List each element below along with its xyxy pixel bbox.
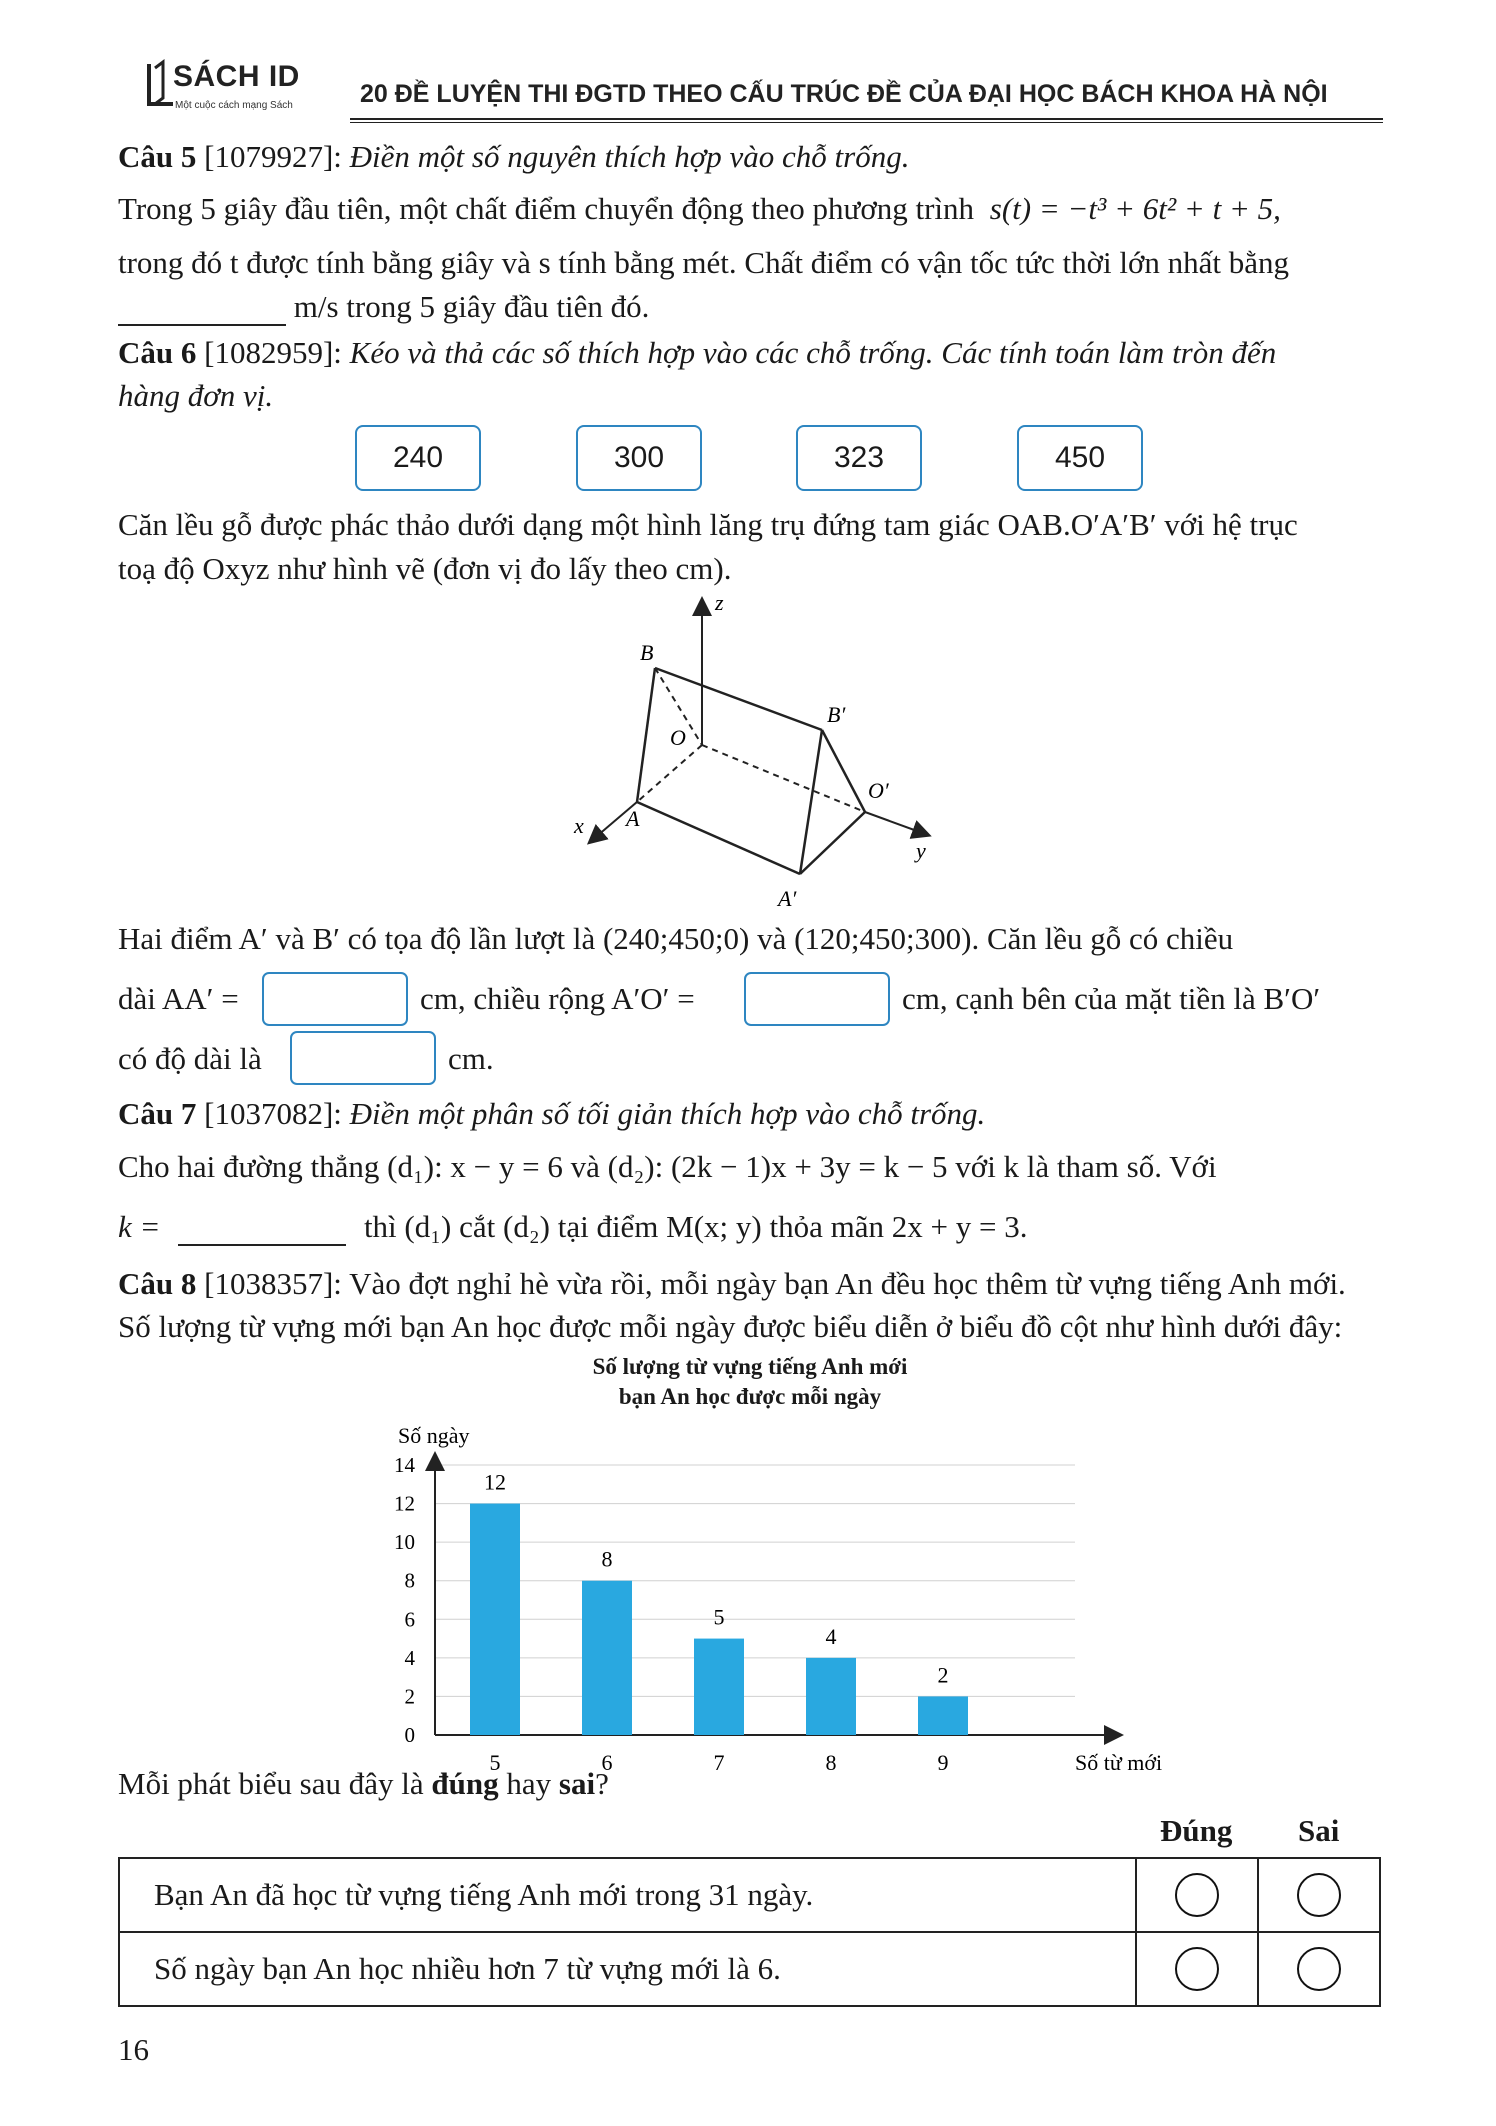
label-Ap: A′ [778,886,797,911]
y-axis [865,812,928,835]
y-axis-label: Số ngày [398,1423,470,1448]
y-tick-label: 8 [404,1568,415,1593]
page-number: 16 [118,2032,149,2067]
statement-2: Số ngày bạn An học nhiều hơn 7 từ vựng mới là 6. [119,1932,1136,2006]
q5-id: [1079927]: [204,139,342,174]
q6-text3b: cm. [448,1041,494,1076]
radio-true-1[interactable] [1175,1873,1219,1917]
q6-text2a: dài AA′ = [118,981,239,1016]
y-tick-label: 0 [404,1723,415,1747]
bar-9 [918,1696,968,1735]
x-tick-label: 5 [489,1750,501,1775]
q7-line2b: thì (d₁) cắt (d₂) tại điểm M(x; y) thỏa mãn 2x + y = 3. [363,1209,1028,1244]
q5-label: Câu 5 [118,139,197,174]
q7-answer-blank[interactable] [178,1214,346,1246]
q8-prompt-mid: hay [498,1766,559,1801]
cell-true-2 [1136,1932,1258,2006]
q6-heading [118,334,1276,372]
label-O: O [670,725,686,750]
x-tick-label: 8 [825,1750,837,1775]
book-logo-icon [143,60,175,108]
q8-id: [1038357]: [204,1266,342,1301]
drag-choice-300[interactable]: 300 [576,425,702,491]
bar-value-label: 2 [937,1662,949,1688]
q6-desc1: Căn lều gỗ được phác thảo dưới dạng một hình lăng trụ đứng tam giác OAB.O′A′B′ với hệ trục [118,507,1298,542]
q6-text3a: có độ dài là [118,1041,262,1076]
q5-line1: Trong 5 giây đầu tiên, một chất điểm chuyển động theo phương trình [118,191,975,226]
q8-prompt-end: ? [595,1766,609,1801]
header-rule-thin [350,122,1383,123]
edge-ApOp [800,812,865,874]
y-tick-label: 14 [394,1453,415,1477]
q6-text2c: cm, cạnh bên của mặt tiền là B′O′ [902,981,1321,1016]
q7-line1: Cho hai đường thẳng (d₁): x − y = 6 và (d₂): (2k − 1)x + 3y = k − 5 với k là tham số. Với [118,1149,1217,1184]
q7-line2-row [118,1208,1027,1246]
chart-title-line1: Số lượng từ vựng tiếng Anh mới [592,1354,908,1379]
label-x: x [574,813,584,838]
col-header-false: Sai [1298,1813,1340,1848]
bar-6 [582,1581,632,1735]
cell-true-1 [1136,1858,1258,1932]
q5-formula: s(t) = −t³ + 6t² + t + 5, [989,191,1281,226]
q8-line2: Số lượng từ vựng mới bạn An học được mỗi ngày được biểu diễn ở biểu đồ cột như hình dưới đây: [118,1309,1343,1344]
logo-subtitle: Một cuộc cách mạng Sách [175,100,293,111]
q7-label: Câu 7 [118,1096,197,1131]
q7-instruction: Điền một phân số tối giản thích hợp vào chỗ trống. [349,1096,986,1131]
header-rule [350,118,1383,120]
edge-BpOp [822,730,865,812]
y-tick-label: 4 [404,1645,415,1670]
q6-label: Câu 6 [118,335,197,370]
q5-line3: m/s trong 5 giây đầu tiên đó. [293,289,650,324]
bar-value-label: 12 [484,1469,506,1495]
drag-choice-323[interactable]: 323 [796,425,922,491]
drag-choice-240[interactable]: 240 [355,425,481,491]
true-false-table [118,1857,1381,2007]
radio-false-2[interactable] [1297,1947,1341,1991]
q6-instruction2: hàng đơn vị. [118,378,274,413]
q6-id: [1082959]: [204,335,342,370]
edge-OOp [702,745,865,812]
q6-desc2: toạ độ Oxyz như hình vẽ (đơn vị đo lấy theo cm). [118,551,732,586]
edge-OA [637,745,702,802]
q8-prompt [118,1765,609,1803]
bar-7 [694,1639,744,1735]
bar-value-label: 8 [601,1546,613,1572]
q5-instruction: Điền một số nguyên thích hợp vào chỗ trống. [349,139,910,174]
q5-line1-row [118,190,1281,228]
y-tick-label: 6 [404,1607,415,1632]
label-Bp: B′ [827,702,846,727]
q8-line1: Vào đợt nghỉ hè vừa rồi, mỗi ngày bạn An đều học thêm từ vựng tiếng Anh mới. [349,1266,1346,1301]
q6-instruction1: Kéo và thả các số thích hợp vào các chỗ trống. Các tính toán làm tròn đến [349,335,1277,370]
q5-heading [118,138,909,176]
bar-value-label: 5 [713,1604,725,1630]
y-tick-label: 12 [394,1491,415,1516]
edge-BBp [655,668,822,730]
q6-text2b: cm, chiều rộng A′O′ = [420,981,695,1016]
logo-text: SÁCH ID [173,60,300,93]
bar-8 [806,1658,856,1735]
bar-chart [380,1405,1163,1775]
edge-AAp [637,802,800,874]
q7-line2a: k = [118,1209,161,1244]
table-row [119,1858,1380,1932]
q5-answer-blank[interactable] [118,294,286,326]
radio-false-1[interactable] [1297,1873,1341,1917]
col-header-true: Đúng [1160,1813,1233,1848]
logo [143,60,323,118]
label-z: z [715,590,724,615]
bar-5 [470,1504,520,1735]
radio-true-2[interactable] [1175,1947,1219,1991]
table-row [119,1932,1380,2006]
x-tick-label: 6 [601,1750,613,1775]
drop-box-BpOp[interactable] [290,1031,436,1085]
y-tick-label: 10 [394,1530,415,1555]
q8-prompt-false: sai [558,1766,596,1801]
q7-heading [118,1095,985,1133]
q8-line1-row [118,1265,1346,1303]
x-axis-label: Số từ mới [1075,1750,1163,1775]
q6-instruction2-row [118,377,273,415]
q7-id: [1037082]: [204,1096,342,1131]
x-tick-label: 7 [713,1750,725,1775]
statement-1: Bạn An đã học từ vựng tiếng Anh mới trong 31 ngày. [119,1858,1136,1932]
header-title: 20 ĐỀ LUYỆN THI ĐGTD THEO CẤU TRÚC ĐỀ CỦA ĐẠI HỌC BÁCH KHOA HÀ NỘI [360,80,1328,108]
q8-prompt-a: Mỗi phát biểu sau đây là [118,1766,432,1801]
drop-box-AAp[interactable] [262,972,408,1026]
q5-line2: trong đó t được tính bằng giây và s tính bằng mét. Chất điểm có vận tốc tức thời lớn nhất bằng [118,245,1290,280]
bar-value-label: 4 [825,1623,837,1649]
label-y: y [916,838,926,863]
label-A: A [626,806,640,831]
label-Op: O′ [868,778,889,803]
edge-BpAp [800,730,822,874]
prism-figure [560,590,960,920]
drag-choice-450[interactable]: 450 [1017,425,1143,491]
q8-prompt-true: đúng [431,1766,499,1801]
cell-false-2 [1258,1932,1380,2006]
q5-line3-row [118,288,649,326]
y-tick-label: 2 [404,1684,415,1709]
label-B: B [640,640,654,665]
q6-text1: Hai điểm A′ và B′ có tọa độ lần lượt là (240;450;0) và (120;450;300). Căn lều gỗ có chiều [118,921,1234,956]
x-tick-label: 9 [937,1750,949,1775]
edge-BA [637,668,655,802]
chart-title-line2: bạn An học được mỗi ngày [618,1384,882,1409]
drop-box-ApOp[interactable] [744,972,890,1026]
cell-false-1 [1258,1858,1380,1932]
q8-label: Câu 8 [118,1266,197,1301]
